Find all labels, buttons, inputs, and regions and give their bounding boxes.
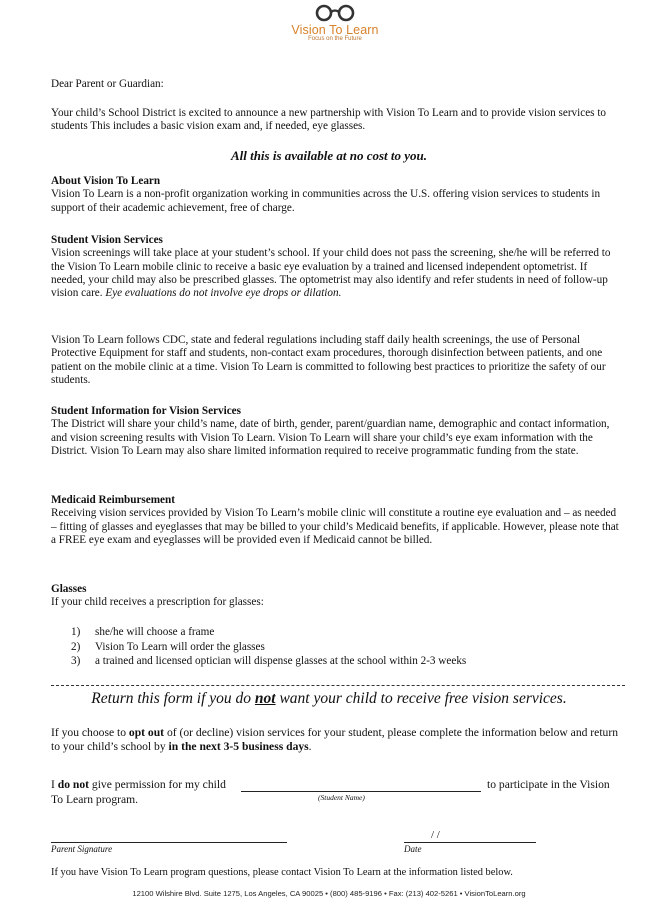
vision-to-learn-logo [270, 4, 400, 42]
optout-deadline: in the next 3-5 business days [168, 740, 309, 753]
glasses-heading: Glasses [51, 583, 87, 595]
list-item [51, 625, 623, 640]
glasses-list-wrap [51, 625, 623, 669]
permission-text-1: I [51, 778, 58, 791]
optout-text-1: If you choose to [51, 726, 129, 739]
permission-do-not: do not [57, 778, 90, 791]
services-body: Vision screenings will take place at your student’s school. If your child does not pass the screening, she/he will be referred to the Vision To Learn mobile clinic to receive a basic eye evaluation by a trained and licensed independent optometrist. If needed, your child may also be prescribed glasses. The optometrist may also identify and refer students in need of follow-up vision care. [51, 247, 611, 300]
no-cost-banner: All this is available at no cost to you. [230, 148, 428, 163]
services-heading: Student Vision Services [51, 234, 163, 246]
services-section [51, 234, 623, 300]
services-note: Eye evaluations do not involve eye drops or dilation. [105, 287, 342, 300]
list-text: Vision To Learn will order the glasses [95, 640, 265, 653]
list-number: 2) [71, 640, 81, 653]
optout-bold-1: opt out [128, 726, 165, 739]
glasses-section [51, 583, 623, 610]
list-text: she/he will choose a frame [95, 626, 215, 638]
return-text-start: Return this form if you do [91, 690, 255, 707]
footer-address: 12100 Wilshire Blvd. Suite 1275, Los Angeles, CA 90025 • (800) 485-9196 • Fax: (213) 402-5261 • VisionToLearn.org [132, 889, 526, 898]
medicaid-section [51, 494, 623, 547]
return-text-not: not [254, 690, 276, 707]
list-text: a trained and licensed optician will dispense glasses at the school within 2-3 weeks [95, 655, 467, 668]
date-label: Date [404, 844, 422, 854]
optout-instructions [51, 726, 623, 754]
greeting: Dear Parent or Guardian: [51, 78, 164, 90]
list-number: 1) [71, 626, 81, 638]
list-number: 3) [71, 655, 81, 668]
medicaid-heading: Medicaid Reimbursement [51, 494, 175, 506]
medicaid-body: Receiving vision services provided by Vision To Learn’s mobile clinic will constitute a routine eye evaluation and – as needed – fitting of glasses and eyeglasses that may be billed to your child’s Medicaid benefits, if applicable. However, please note that a FREE eye exam and eyeglasses will be provided even if Medicaid cannot be billed. [51, 507, 619, 546]
glasses-intro: If your child receives a prescription for glasses: [51, 596, 264, 609]
date-field[interactable] [404, 842, 536, 843]
info-section [51, 405, 623, 458]
list-item [51, 654, 623, 669]
about-section [51, 175, 623, 215]
logo-tagline: Focus on the Future [308, 36, 362, 42]
info-body: The District will share your child’s name, date of birth, gender, parent/guardian name, demographic and contact information, and vision screening results with Vision To Learn. Vision To Learn will share your child’s eye exam information with the District. Vision To Learn may also share limited information required to receive programmatic funding from the state. [51, 418, 610, 457]
return-text-end: want your child to receive free vision services. [275, 690, 567, 707]
logo-name: Vision To Learn [291, 23, 379, 37]
info-heading: Student Information for Vision Services [51, 405, 241, 417]
safety-paragraph: Vision To Learn follows CDC, state and federal regulations including staff daily health screenings, the use of Personal Protective Equipment for staff and students, non-contact exam procedures, thorough disinfection between patients, and one patient on the mobile clinic at a time. Vision To Learn is committed to following best practices to prioritize the safety of our students. [51, 334, 606, 386]
parent-signature-field[interactable] [51, 842, 287, 843]
glasses-icon [313, 4, 357, 22]
permission-text-4: To Learn program. [51, 793, 139, 806]
student-name-field[interactable] [241, 791, 481, 792]
about-heading: About Vision To Learn [51, 175, 161, 187]
permission-text-3: to participate in the Vision [487, 778, 610, 791]
glasses-steps-list [51, 625, 623, 669]
intro-paragraph: Your child’s School District is excited to announce a new partnership with Vision To Learn and to provide vision services to students This includes a basic vision exam and, if needed, eye glasses. [51, 107, 607, 133]
permission-text-2: give permission for my child [89, 778, 226, 791]
about-body: Vision To Learn is a non-profit organization working in communities across the U.S. offering vision services to students in support of their academic achievement, free of charge. [51, 188, 601, 214]
contact-note: If you have Vision To Learn program questions, please contact Vision To Learn at the information listed below. [51, 867, 513, 878]
parent-signature-label: Parent Signature [51, 844, 113, 854]
optout-text-3: . [308, 740, 312, 753]
list-item [51, 640, 623, 655]
student-name-label: (Student Name) [318, 793, 365, 802]
optout-text-2: of (or decline) vision services for your student, please complete the information below and return to your child’s school by [51, 726, 618, 753]
cut-line-divider [51, 685, 625, 686]
return-form-notice [0, 690, 658, 708]
date-slashes: / / [431, 829, 440, 841]
